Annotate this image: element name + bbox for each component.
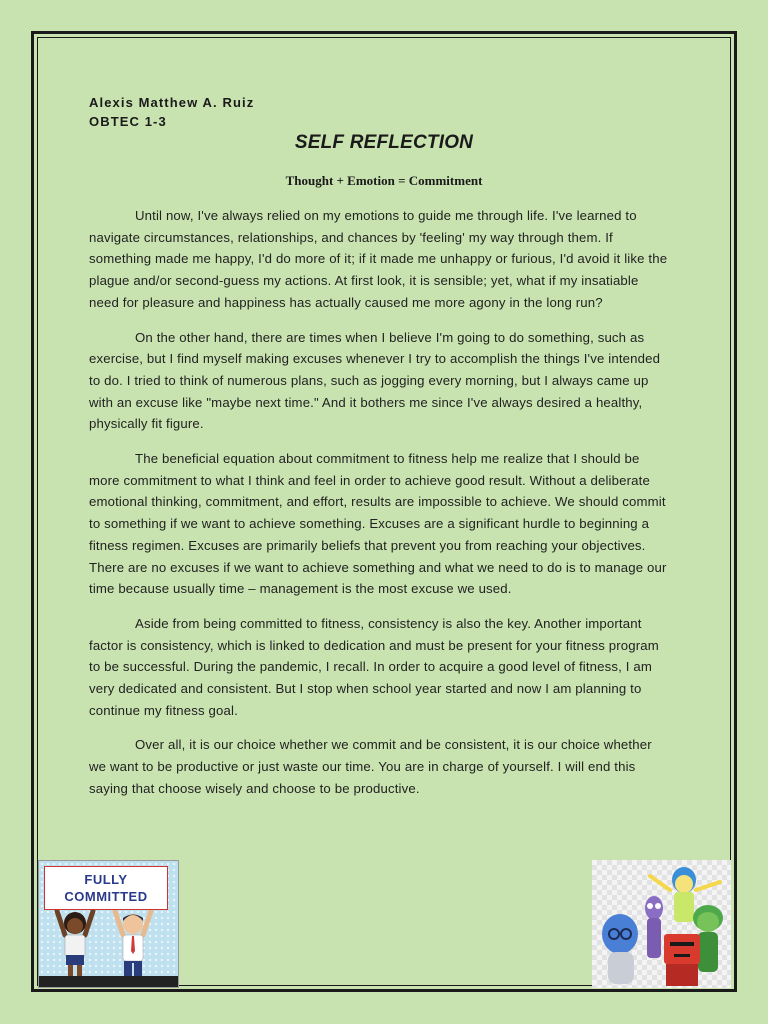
paragraph-1: Until now, I've always relied on my emotions to guide me through life. I've learned to navigate circumstances, relationships, and chances by 'feeling' my way through them. If something made me happy, I'd do more of it; if it made me unhappy or furious, I'd avoid it like the plague and/or second-guess my actions. At first look, it is sensible; yet, what if my insatiable need for pleasure and happiness has actually caused me more agony in the long run? — [89, 208, 668, 310]
paragraph-2: On the other hand, there are times when I believe I'm going to do something, such as exercise, but I find myself making excuses whenever I try to accomplish the things I've intended to do. I tried to think of numerous plans, such as jogging every morning, but I always came up with an excuse like "maybe next time." And it bothers me since I've always desired a healthy, physically fit figure. — [89, 329, 661, 432]
author-name: Alexis Matthew A. Ruiz — [89, 95, 255, 110]
inside-out-characters-image — [592, 860, 731, 988]
document-subtitle: Thought + Emotion = Commitment — [285, 173, 483, 188]
body-text — [89, 205, 671, 813]
fear-character — [645, 896, 663, 958]
paragraph-3: The beneficial equation about commitment to fitness help me realize that I should be more commitment to what I think and feel in order to achieve good result. Without a deliberate emotional thinking, commitment, and effort, results are impossible to achieve. We should commit to something if we want to achieve something. Excuses are a significant hurdle to beginning a fitness regimen. Excuses are primarily beliefs that prevent you from reaching your objectives. There are no excuses if we want to achieve something and what we need to do is to manage our time because usually time – management is the most excuse we used. — [89, 451, 667, 597]
sadness-character — [602, 914, 638, 984]
person-right — [115, 911, 151, 977]
paragraph-5: Over all, it is our choice whether we commit and be consistent, it is our choice whether we want to be productive or just waste our time. You are in charge of yourself. I will end this saying that choose wisely and choose to be productive. — [89, 737, 652, 796]
person-left — [57, 911, 93, 977]
anger-character — [664, 934, 700, 986]
class-section: OBTEC 1-3 — [89, 114, 167, 129]
image-footer-strip — [39, 976, 178, 987]
badge-line-2: COMMITTED — [64, 889, 148, 904]
fully-committed-badge — [44, 866, 168, 910]
document-title: SELF REFLECTION — [294, 132, 474, 153]
emotion-characters-illustration — [592, 860, 731, 988]
fully-committed-image — [38, 860, 179, 988]
badge-line-1: FULLY — [84, 872, 128, 887]
paragraph-4: Aside from being committed to fitness, consistency is also the key. Another important factor is consistency, which is linked to dedication and must be present for your fitness program to be successful. During the pandemic, I recall. In order to acquire a good level of fitness, I am very dedicated and consistent. But I stop when school year started and now I am planning to continue my fitness goal. — [89, 615, 659, 718]
